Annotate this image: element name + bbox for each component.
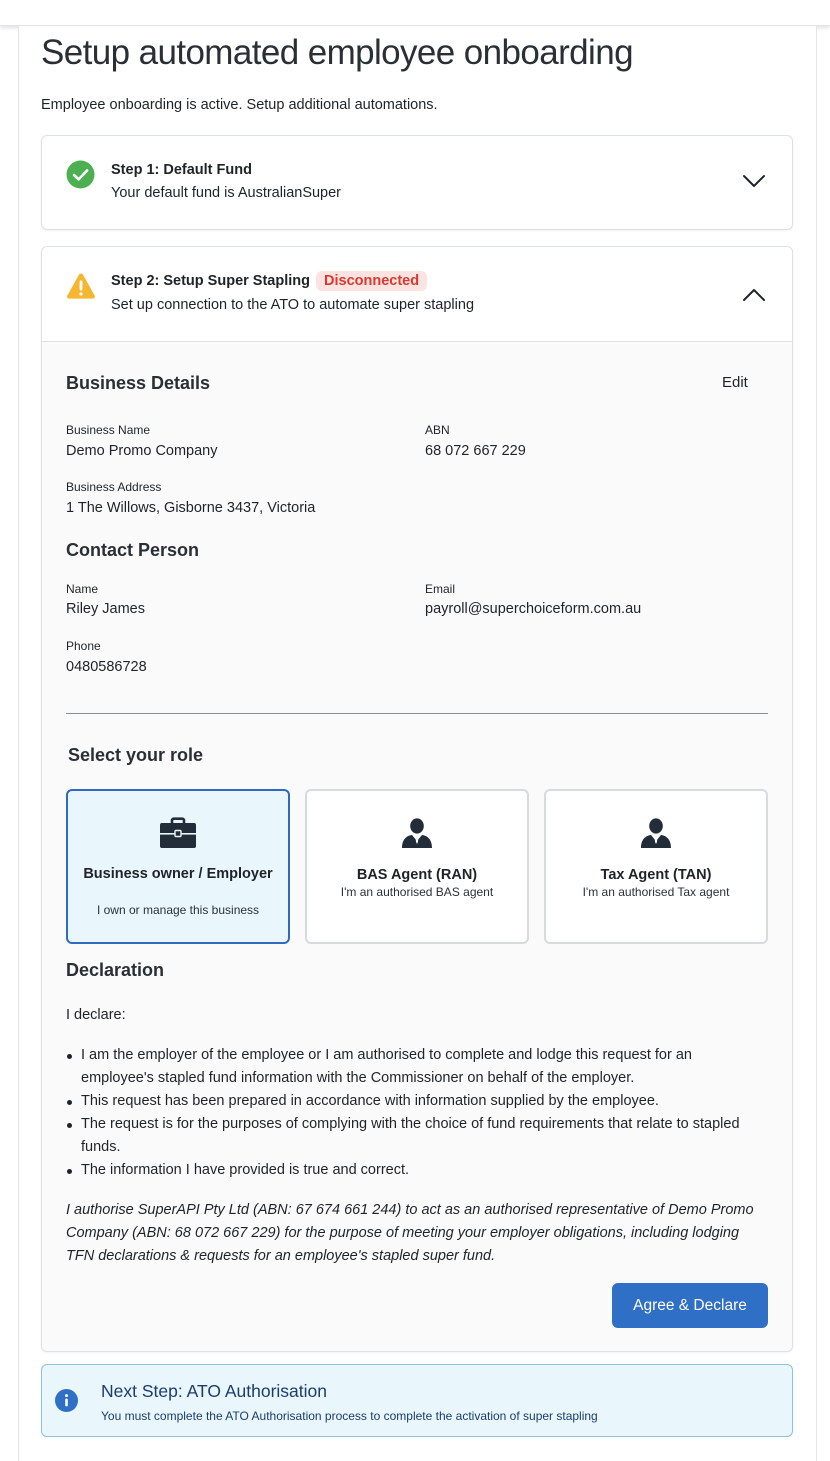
step2-header[interactable]: [42, 247, 792, 341]
next-step-description: You must complete the ATO Authorisation process to complete the activation of super stapling: [101, 1409, 598, 1423]
contact-name-value: Riley James: [66, 601, 145, 617]
role-title: Tax Agent (TAN): [600, 867, 712, 883]
step2-card: [41, 246, 793, 1352]
contact-phone-label: Phone: [66, 639, 101, 653]
next-step-banner: [41, 1364, 793, 1437]
authorisation-text: I authorise SuperAPI Pty Ltd (ABN: 67 674 661 244) to act as an authorised representative of Demo Promo Company (ABN: 68 072 667 229) for the purpose of meeting your employer obligations, including lodging TFN declarations & requests for an employee's stapled super fund.: [66, 1202, 754, 1264]
role-card-tax-agent[interactable]: [544, 789, 768, 944]
business-address-label: Business Address: [66, 480, 162, 494]
contact-person-heading: Contact Person: [66, 540, 200, 560]
business-name-value: Demo Promo Company: [66, 443, 218, 459]
abn-value: 68 072 667 229: [425, 443, 526, 459]
role-card-business-owner[interactable]: [66, 789, 290, 944]
page-subtitle: Employee onboarding is active. Setup additional automations.: [41, 97, 438, 113]
next-step-title: Next Step: ATO Authorisation: [101, 1381, 328, 1401]
top-bar: [0, 0, 830, 26]
list-item: I am the employer of the employee or I am authorised to complete and lodge this request for an employee's stapled fund information with the Commissioner on behalf of the employer.: [66, 1044, 756, 1090]
warning-triangle-icon: [66, 272, 96, 305]
info-icon: [55, 1389, 78, 1417]
list-item: This request has been prepared in accordance with information supplied by the employee.: [66, 1090, 756, 1113]
abn-label: ABN: [425, 423, 450, 437]
declaration-heading: Declaration: [66, 960, 165, 980]
select-role-heading: Select your role: [68, 745, 204, 765]
role-title: Business owner / Employer: [83, 866, 273, 882]
step2-description: Set up connection to the ATO to automate super stapling: [111, 297, 475, 313]
agree-declare-button[interactable]: Agree & Declare: [612, 1283, 768, 1328]
list-item: The request is for the purposes of complying with the choice of fund requirements that relate to stapled funds.: [66, 1113, 756, 1159]
contact-email-label: Email: [425, 582, 456, 596]
person-icon: [307, 817, 527, 849]
role-card-bas-agent[interactable]: [305, 789, 529, 944]
check-circle-icon: [66, 160, 95, 194]
briefcase-icon: [68, 817, 288, 849]
step1-title: Step 1: Default Fund: [111, 162, 252, 178]
role-title: BAS Agent (RAN): [356, 867, 478, 883]
status-badge: Disconnected: [316, 271, 427, 291]
role-description: I'm an authorised BAS agent: [340, 885, 494, 899]
chevron-down-icon[interactable]: [742, 174, 766, 194]
edit-button[interactable]: Edit: [722, 374, 748, 391]
list-item: The information I have provided is true and correct.: [66, 1159, 756, 1182]
business-name-label: Business Name: [66, 423, 151, 437]
role-description: I'm an authorised Tax agent: [582, 885, 730, 899]
step2-title: Step 2: Setup Super Stapling: [111, 273, 310, 289]
contact-phone-value: 0480586728: [66, 659, 147, 675]
step1-card[interactable]: [41, 135, 793, 230]
person-icon: [546, 817, 766, 849]
business-details-heading: Business Details: [66, 373, 211, 393]
contact-name-label: Name: [66, 582, 99, 596]
declaration-list: [66, 1044, 756, 1182]
business-address-value: 1 The Willows, Gisborne 3437, Victoria: [66, 500, 316, 516]
contact-email-value: payroll@superchoiceform.com.au: [425, 601, 642, 617]
section-divider: [66, 713, 768, 714]
role-description: I own or manage this business: [96, 903, 260, 917]
chevron-up-icon[interactable]: [742, 287, 766, 307]
declaration-intro: I declare:: [66, 1007, 126, 1023]
page-title: Setup automated employee onboarding: [41, 33, 633, 72]
step1-description: Your default fund is AustralianSuper: [111, 185, 342, 201]
step2-title-row: [111, 271, 427, 291]
